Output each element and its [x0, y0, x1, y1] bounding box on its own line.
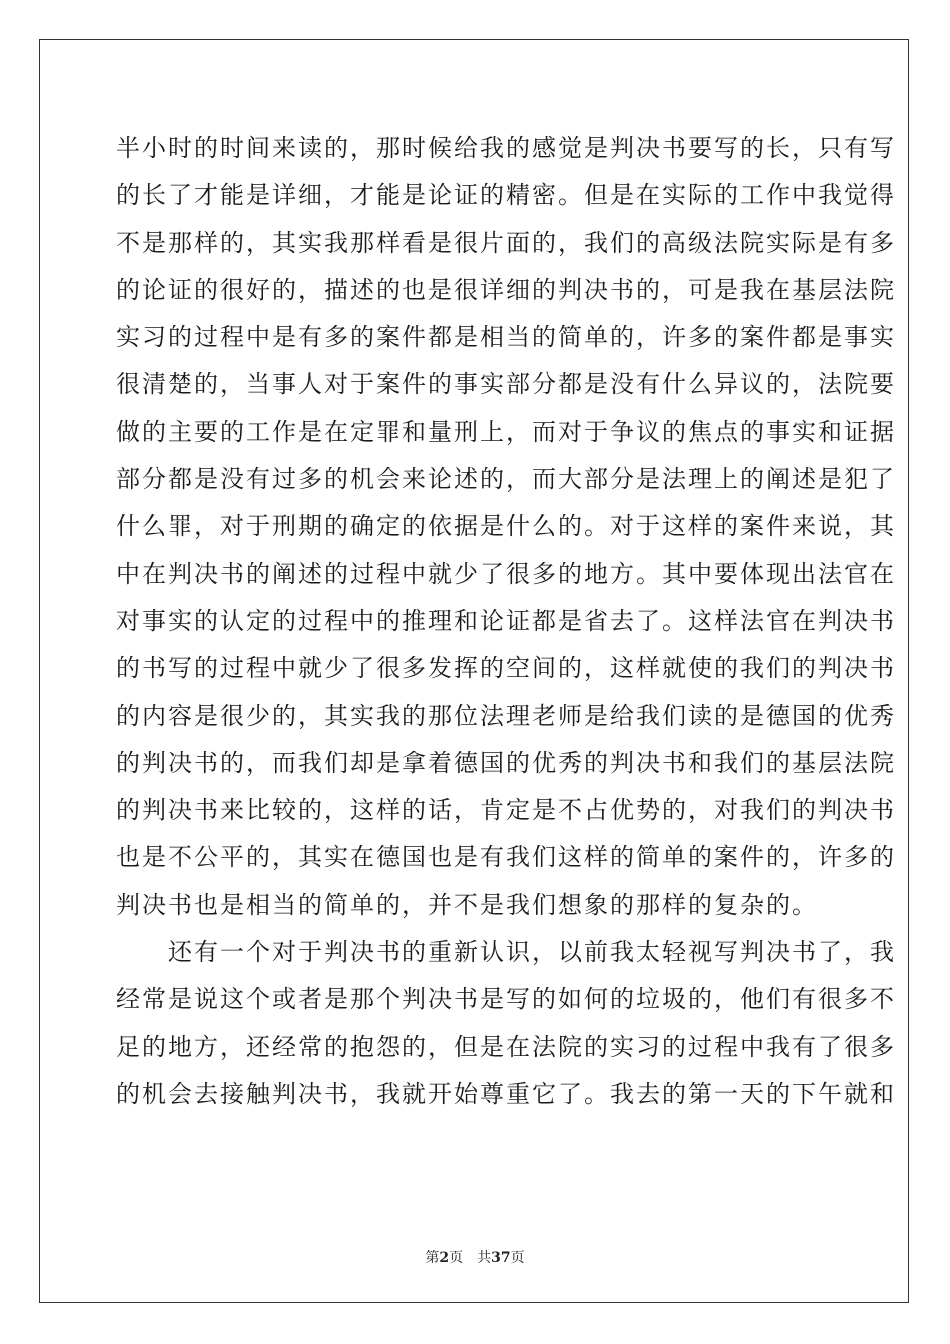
text-line: 什么罪，对于刑期的确定的依据是什么的。对于这样的案件来说，其 [116, 512, 896, 541]
text-line: 的论证的很好的，描述的也是很详细的判决书的，可是我在基层法院 [116, 275, 896, 304]
text-line: 的判决书的，而我们却是拿着德国的优秀的判决书和我们的基层法院 [116, 748, 896, 777]
page-prefix: 第 [425, 1250, 440, 1266]
text-line: 还有一个对于判决书的重新认识，以前我太轻视写判决书了，我 [116, 938, 896, 967]
page-footer [0, 1247, 950, 1267]
text-line: 的判决书来比较的，这样的话，肯定是不占优势的，对我们的判决书 [116, 796, 896, 825]
text-line: 的长了才能是详细，才能是论证的精密。但是在实际的工作中我觉得 [116, 181, 896, 210]
total-suffix: 页 [510, 1250, 525, 1266]
text-line: 对事实的认定的过程中的推理和论证都是省去了。这样法官在判决书 [116, 606, 896, 635]
total-prefix: 共 [477, 1250, 492, 1266]
text-line: 很清楚的，当事人对于案件的事实部分都是没有什么异议的，法院要 [116, 370, 896, 399]
page-suffix: 页 [449, 1250, 464, 1266]
text-line: 足的地方，还经常的抱怨的，但是在法院的实习的过程中我有了很多 [116, 1032, 896, 1061]
text-line: 部分都是没有过多的机会来论述的，而大部分是法理上的阐述是犯了 [116, 465, 896, 494]
text-line: 的书写的过程中就少了很多发挥的空间的，这样就使的我们的判决书 [116, 654, 896, 683]
text-line: 经常是说这个或者是那个判决书是写的如何的垃圾的，他们有很多不 [116, 985, 896, 1014]
total-pages: 37 [491, 1250, 511, 1266]
text-line: 实习的过程中是有多的案件都是相当的简单的，许多的案件都是事实 [116, 323, 896, 352]
text-line: 做的主要的工作是在定罪和量刑上，而对于争议的焦点的事实和证据 [116, 417, 896, 446]
text-line: 不是那样的，其实我那样看是很片面的，我们的高级法院实际是有多 [116, 228, 896, 257]
text-line: 半小时的时间来读的，那时候给我的感觉是判决书要写的长，只有写 [116, 134, 896, 162]
text-line: 的机会去接触判决书，我就开始尊重它了。我去的第一天的下午就和 [116, 1079, 896, 1108]
text-line: 判决书也是相当的简单的，并不是我们想象的那样的复杂的。 [116, 890, 818, 919]
document-body [116, 125, 896, 1118]
text-line: 中在判决书的阐述的过程中就少了很多的地方。其中要体现出法官在 [116, 559, 896, 588]
page-number: 2 [439, 1250, 450, 1266]
text-line: 的内容是很少的，其实我的那位法理老师是给我们读的是德国的优秀 [116, 701, 896, 730]
text-line: 也是不公平的，其实在德国也是有我们这样的简单的案件的，许多的 [116, 843, 896, 872]
